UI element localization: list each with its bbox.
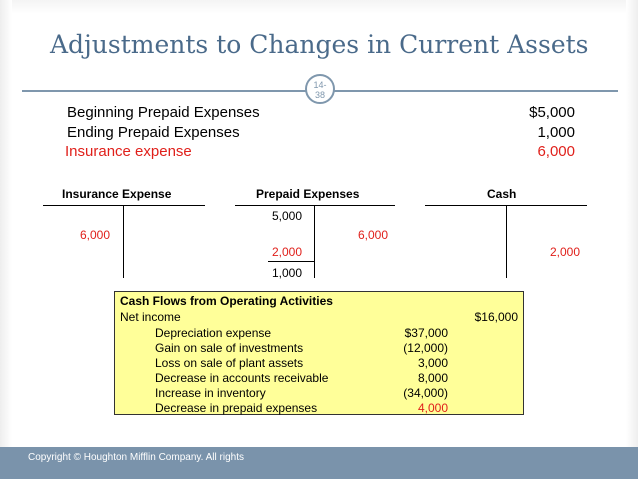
- net-income-label: Net income: [120, 310, 181, 324]
- cf-item-label: Gain on sale of investments: [155, 341, 304, 355]
- slide-number-bottom: 38: [314, 90, 325, 100]
- cf-item-label: Increase in inventory: [155, 386, 266, 400]
- t-account-insurance-hline: [43, 205, 205, 206]
- summary-label-insurance: Insurance expense: [65, 143, 192, 160]
- cash-flows-heading: Cash Flows from Operating Activities: [120, 294, 333, 308]
- t-account-prepaid-beginning: 5,000: [272, 209, 303, 223]
- cf-item-amount-highlight: 4,000: [417, 401, 448, 415]
- t-account-prepaid-title: Prepaid Expenses: [256, 187, 360, 201]
- cf-item-label-highlight: Decrease in prepaid expenses: [155, 401, 318, 415]
- t-account-cash-credit: 2,000: [550, 245, 581, 259]
- summary-amount-ending: 1,000: [537, 124, 575, 141]
- t-account-prepaid-hline: [235, 205, 395, 206]
- t-account-insurance-vline: [123, 205, 124, 278]
- cf-item-label: Depreciation expense: [155, 326, 272, 340]
- slide-left-shade: [0, 0, 12, 479]
- cf-item-amount: 8,000: [417, 371, 448, 385]
- t-account-prepaid-credit: 6,000: [358, 228, 389, 242]
- t-account-insurance-title: Insurance Expense: [62, 187, 172, 201]
- slide-title: Adjustments to Changes in Current Assets: [50, 30, 589, 59]
- slide-number-top: 14-: [313, 80, 327, 90]
- cf-item-amount: (12,000): [403, 341, 448, 355]
- t-account-prepaid-ending: 1,000: [272, 266, 303, 280]
- t-account-prepaid-vline: [314, 205, 315, 278]
- t-account-prepaid-total-rule: [268, 261, 314, 262]
- slide-right-shade: [626, 0, 638, 479]
- t-account-cash-title: Cash: [487, 187, 517, 201]
- t-account-insurance-debit: 6,000: [80, 228, 111, 242]
- slide-number-badge: [305, 74, 335, 104]
- summary-amount-insurance: 6,000: [537, 143, 575, 160]
- summary-label-beginning: Beginning Prepaid Expenses: [67, 104, 260, 121]
- cf-item-label: Decrease in accounts receivable: [155, 371, 329, 385]
- cf-item-amount: (34,000): [403, 386, 448, 400]
- summary-label-ending: Ending Prepaid Expenses: [67, 124, 240, 141]
- net-income-amount: $16,000: [474, 310, 518, 324]
- t-account-prepaid-adjustment: 2,000: [272, 245, 303, 259]
- summary-amount-beginning: $5,000: [529, 104, 575, 121]
- cf-item-amount: $37,000: [404, 326, 448, 340]
- cf-item-label: Loss on sale of plant assets: [155, 356, 304, 370]
- t-account-cash-vline: [506, 205, 507, 278]
- copyright-text: Copyright © Houghton Mifflin Company. All rights: [28, 452, 244, 463]
- slide-top-shade: [0, 0, 638, 14]
- cf-item-amount: 3,000: [417, 356, 448, 370]
